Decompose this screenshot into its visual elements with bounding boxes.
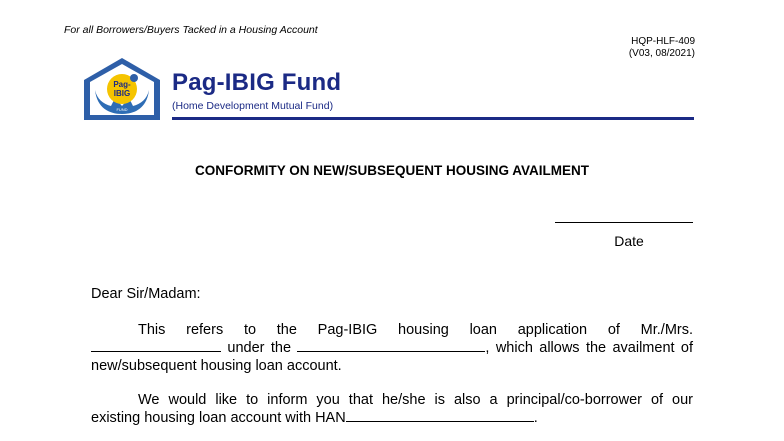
paragraph-1-line-2 <box>91 339 693 357</box>
paragraph-2 <box>91 391 693 427</box>
logo-text-1: Pag- <box>113 80 131 89</box>
paragraph-2-text-1: We would like to inform you that he/she is also a principal/co-borrower of our <box>138 392 693 408</box>
borrower-name-blank[interactable] <box>91 339 221 352</box>
top-note: For all Borrowers/Buyers Tacked in a Housing Account <box>64 24 318 36</box>
org-name: Pag-IBIG Fund <box>172 69 342 96</box>
logo-text-2: IBIG <box>113 89 131 98</box>
date-field-line[interactable] <box>555 222 693 223</box>
form-code-block <box>629 36 695 60</box>
paragraph-1-line-3 <box>91 357 693 375</box>
paragraph-1-text-2a: under the <box>227 340 292 356</box>
form-version: (V03, 08/2021) <box>628 48 695 59</box>
header-rule <box>172 117 694 120</box>
paragraph-1-line-1 <box>91 321 693 339</box>
form-code: HQP-HLF-409 <box>631 36 695 47</box>
paragraph-2-line-2 <box>91 409 693 427</box>
han-blank[interactable] <box>346 409 534 422</box>
paragraph-1 <box>91 321 693 375</box>
org-subtitle: (Home Development Mutual Fund) <box>172 100 334 112</box>
salutation: Dear Sir/Madam: <box>91 286 201 302</box>
account-blank[interactable] <box>297 339 485 352</box>
paragraph-1-text-2b: , which allows the availment of <box>485 340 694 356</box>
paragraph-1-text-3: new/subsequent housing loan account. <box>91 358 342 374</box>
paragraph-2-text-2a: existing housing loan account with HAN <box>91 410 346 426</box>
paragraph-2-text-2b: . <box>533 410 538 426</box>
document-title: CONFORMITY ON NEW/SUBSEQUENT HOUSING AVAILMENT <box>194 163 589 178</box>
date-label: Date <box>614 233 644 249</box>
pag-ibig-logo <box>81 56 163 122</box>
paragraph-2-line-1 <box>91 391 693 409</box>
logo-text-3: FUND <box>116 107 128 112</box>
paragraph-1-text-1: This refers to the Pag-IBIG housing loan application of Mr./Mrs. <box>138 322 693 338</box>
